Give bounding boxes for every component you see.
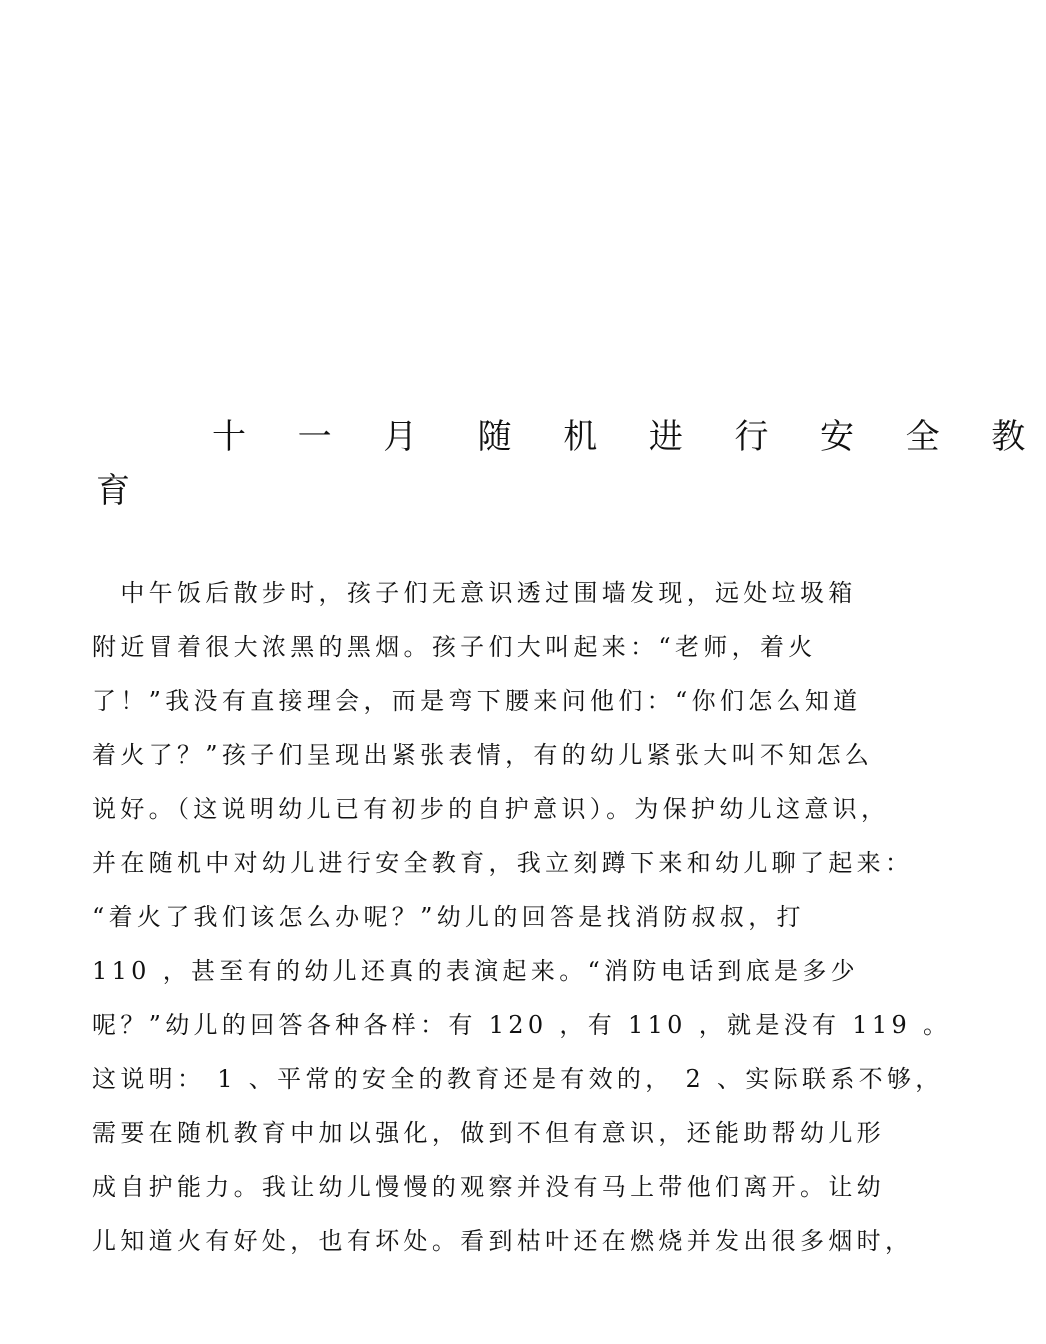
body-line: 附近冒着很大浓黑的黑烟。孩子们大叫起来：“老师，着火 — [92, 633, 817, 661]
title-line-1 — [212, 417, 1046, 457]
body-line: 了！”我没有直接理会，而是弯下腰来问他们：“你们怎么知道 — [92, 687, 862, 715]
body-line: 这说明： 1 、平常的安全的教育还是有效的， 2 、实际联系不够， — [92, 1065, 944, 1093]
body-line: 成自护能力。我让幼儿慢慢的观察并没有马上带他们离开。让幼 — [92, 1173, 885, 1201]
title-topic-part1: 随 机 进 行 安 全 教 — [477, 417, 1046, 457]
title-line-2 — [96, 471, 150, 511]
body-line: 呢？”幼儿的回答各种各样：有 120 ，有 110 ，就是没有 119 。 — [92, 1011, 952, 1039]
body-line: 儿知道火有好处，也有坏处。看到枯叶还在燃烧并发出很多烟时， — [92, 1227, 914, 1255]
title-month: 十 一 月 — [212, 417, 438, 457]
body-line: 着火了？”孩子们呈现出紧张表情，有的幼儿紧张大叫不知怎么 — [92, 741, 874, 769]
body-line: “着火了我们该怎么办呢？”幼儿的回答是找消防叔叔，打 — [92, 903, 805, 931]
body-line: 并在随机中对幼儿进行安全教育，我立刻蹲下来和幼儿聊了起来： — [92, 849, 914, 877]
body-line: 中午饭后散步时，孩子们无意识透过围墙发现，远处垃圾箱 — [92, 579, 857, 607]
title-topic-part2: 育 — [96, 471, 151, 511]
body-line: 说好。（这说明幼儿已有初步的自护意识）。为保护幼儿这意识， — [92, 795, 890, 823]
body-line: 110 ，甚至有的幼儿还真的表演起来。“消防电话到底是多少 — [92, 957, 859, 985]
body-line: 需要在随机教育中加以强化，做到不但有意识，还能助帮幼儿形 — [92, 1119, 885, 1147]
